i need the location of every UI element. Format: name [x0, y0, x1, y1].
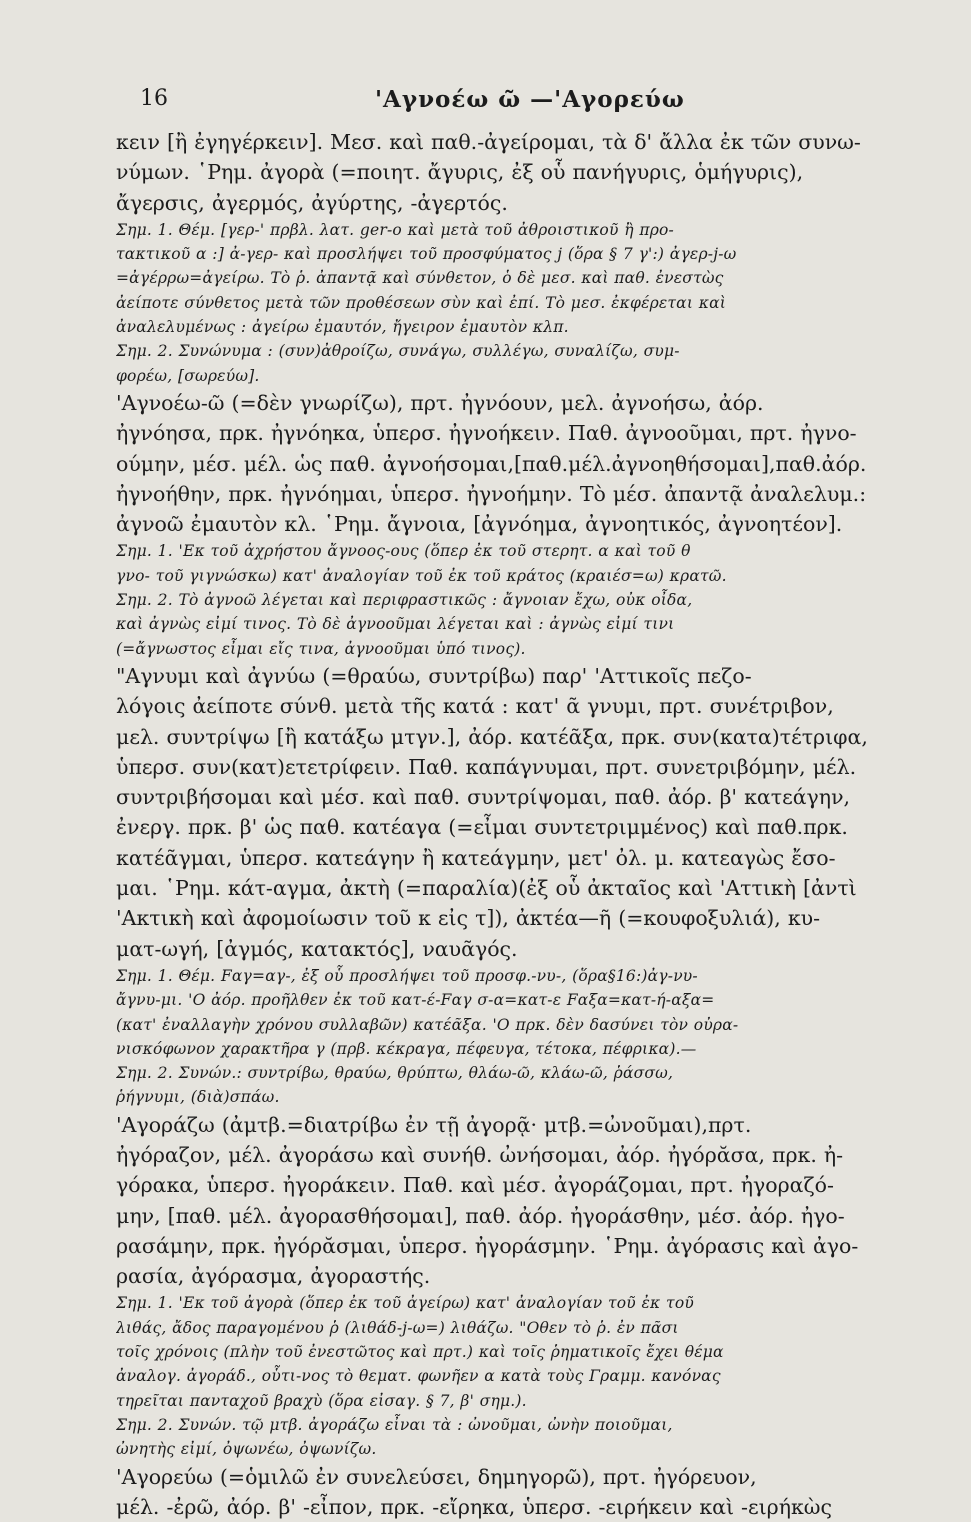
note-line: καὶ ἀγνὼς εἰμί τινος. Τὸ δὲ ἀγνοοῦμαι λέγεται καὶ : ἀγνὼς εἰμί τινι — [116, 615, 675, 634]
entry-line: 'Αγορεύω (=ὁμιλῶ ἐν συνελεύσει, δημηγορῶ), πρτ. ἠγόρευον, — [116, 1464, 757, 1489]
entry-line: "Αγνυμι καὶ ἀγνύω (=θραύω, συντρίβω) παρ' 'Αττικοῖς πεζο- — [116, 663, 752, 688]
entry-line: ἠγόραζον, μέλ. ἀγοράσω καὶ συνήθ. ὠνήσομαι, ἀόρ. ἠγόρᾰσα, πρκ. ἠ- — [116, 1142, 844, 1167]
note-line: Σημ. 1. 'Εκ τοῦ ἀχρήστου ἄγνοος-ους (ὅπερ ἐκ τοῦ στερητ. α καὶ τοῦ θ — [116, 542, 691, 561]
note-line: Σημ. 2. Συνώνυμα : (συν)ἀθροίζω, συνάγω, συλλέγω, συναλίζω, συμ- — [116, 342, 680, 361]
note-line: ῥήγνυμι, (διὰ)σπάω. — [116, 1088, 280, 1107]
note-line: Σημ. 2. Τὸ ἀγνοῶ λέγεται καὶ περιφραστικῶς : ἄγνοιαν ἔχω, οὐκ οἶδα, — [116, 591, 693, 610]
entries-text — [116, 127, 932, 1522]
entry-line: ὑπερσ. συν(κατ)ετετρίφειν. Παθ. καπάγνυμαι, πρτ. συνετριβόμην, μέλ. — [116, 754, 857, 779]
entry-line: 'Αγνοέω-ῶ (=δὲν γνωρίζω), πρτ. ἠγνόουν, μελ. ἀγνοήσω, ἀόρ. — [116, 390, 764, 415]
note-line: Σημ. 1. 'Εκ τοῦ ἀγορὰ (ὅπερ ἐκ τοῦ ἀγείρω) κατ' ἀναλογίαν τοῦ ἐκ τοῦ — [116, 1294, 694, 1313]
note-block — [116, 1291, 932, 1461]
entry-line: 'Ακτικὴ καὶ ἀφομοίωσιν τοῦ κ εἰς τ]), ἀκτέα—ῆ (=κουφοξυλιά), κυ- — [116, 906, 821, 931]
entry-line: ρασάμην, πρκ. ἠγόρᾰσμαι, ὑπερσ. ἠγοράσμην. ῾Ρημ. ἀγόρασις καὶ ἀγο- — [116, 1233, 859, 1258]
entry-block — [116, 127, 932, 218]
note-line: τακτικοῦ α :] ἀ-γερ- καὶ προσλήψει τοῦ προσφύματος j (ὅρα § 7 γ':) ἀγερ-j-ω — [116, 245, 737, 264]
entry-block — [116, 388, 932, 539]
entry-line: ρασία, ἀγόρασμα, ἀγοραστής. — [116, 1264, 431, 1289]
note-line: Σημ. 2. Συνών. τῷ μτβ. ἀγοράζω εἶναι τὰ : ὠνοῦμαι, ὠνὴν ποιοῦμαι, — [116, 1415, 673, 1434]
note-block — [116, 539, 932, 660]
entry-line: νύμων. ῾Ρημ. ἀγορὰ (=ποιητ. ἄγυρις, ἐξ οὗ πανήγυρις, ὁμήγυρις), — [116, 160, 804, 185]
entry-line: κειν [ἢ ἐγηγέρκειν]. Μεσ. καὶ παθ.-ἀγείρομαι, τὰ δ' ἄλλα ἐκ τῶν συνω- — [116, 130, 861, 154]
entry-line: γόρακα, ὑπερσ. ἠγοράκειν. Παθ. καὶ μέσ. ἀγοράζομαι, πρτ. ἠγοραζό- — [116, 1173, 834, 1198]
note-line: ἀναλογ. ἀγοράδ., οὗτι-νος τὸ θεματ. φωνῆεν α κατὰ τοὺς Γραμμ. κανόνας — [116, 1367, 721, 1386]
entry-line: μελ. συντρίψω [ἢ κατάξω μτγν.], ἀόρ. κατέᾶξα, πρκ. συν(κατα)τέτριφα, — [116, 724, 868, 749]
note-line: ἄγνυ-μι. 'Ο ἀόρ. προῆλθεν ἐκ τοῦ κατ-έ-Fαγ σ-α=κατ-ε Fαξα=κατ-ή-αξα= — [116, 991, 715, 1010]
note-line: ὠνητὴς εἰμί, ὀψωνέω, ὀψωνίζω. — [116, 1440, 377, 1459]
page-number: 16 — [140, 86, 168, 111]
entry-line: 'Αγοράζω (ἀμτβ.=διατρίβω ἐν τῇ ἀγορᾷ· μτβ.=ὠνοῦμαι),πρτ. — [116, 1112, 752, 1137]
note-block — [116, 964, 932, 1110]
note-line: Σημ. 1. Θέμ. Fαγ=αγ-, ἐξ οὗ προσλήψει τοῦ προσφ.-νυ-, (ὅρα§16:)ἀγ-νυ- — [116, 966, 698, 985]
note-line: ἀναλελυμένως : ἀγείρω ἐμαυτόν, ἤγειρον ἐμαυτὸν κλπ. — [116, 318, 569, 337]
note-line: νισκόφωνον χαρακτῆρα γ (πρβ. κέκραγα, πέφευγα, τέτοκα, πέφρικα).— — [116, 1039, 697, 1058]
page-header — [140, 86, 840, 122]
entry-line: ἐνεργ. πρκ. β' ὡς παθ. κατέαγα (=εἶμαι συντετριμμένος) καὶ παθ.πρκ. — [116, 815, 848, 840]
entry-line: συντριβήσομαι καὶ μέσ. καὶ παθ. συντρίψομαι, παθ. ἀόρ. β' κατεάγην, — [116, 785, 851, 810]
entry-line: ἄγερσις, ἀγερμός, ἀγύρτης, -ἀγερτός. — [116, 190, 508, 215]
note-line: τηρεῖται πανταχοῦ βραχὺ (ὅρα εἰσαγ. § 7, β' σημ.). — [116, 1391, 527, 1410]
note-line: λιθάς, ἄδος παραγομένου ῥ (λιθάδ-j-ω=) λιθάζω. "Οθεν τὸ ῥ. ἐν πᾶσι — [116, 1318, 679, 1337]
running-head: 'Αγνοέω ῶ —'Αγορεύω — [375, 86, 685, 113]
entry-line: ἀγνοῶ ἐμαυτὸν κλ. ῾Ρημ. ἄγνοια, [ἀγνόημα, ἀγνοητικός, ἀγνοητέον]. — [116, 512, 843, 537]
note-line: Σημ. 2. Συνών.: συντρίβω, θραύω, θρύπτω, θλάω-ῶ, κλάω-ῶ, ῥάσσω, — [116, 1064, 674, 1083]
entry-line: κατέᾶγμαι, ὑπερσ. κατεάγην ἢ κατεάγμην, μετ' ὀλ. μ. κατεαγὼς ἔσο- — [116, 845, 836, 870]
entry-line: μαι. ῾Ρημ. κάτ-αγμα, ἀκτὴ (=παραλία)(ἐξ οὗ ἀκταῖος καὶ 'Αττικὴ [ἀντὶ — [116, 876, 857, 901]
entry-line: μέλ. -ἐρῶ, ἀόρ. β' -εἶπον, πρκ. -εἴρηκα, ὑπερσ. -ειρήκειν καὶ -ειρήκὼς — [116, 1494, 832, 1519]
note-line: (κατ' ἐναλλαγὴν χρόνου συλλαβῶν) κατέᾶξα. 'Ο πρκ. δὲν δασύνει τὸν οὐρα- — [116, 1015, 739, 1034]
entry-block — [116, 661, 932, 964]
note-line: τοῖς χρόνοις (πλὴν τοῦ ἐνεστῶτος καὶ πρτ.) καὶ τοῖς ῥηματικοῖς ἔχει θέμα — [116, 1343, 724, 1362]
entry-line: λόγοις ἀείποτε σύνθ. μετὰ τῆς κατά : κατ' ᾶ γνυμι, πρτ. συνέτριβον, — [116, 694, 834, 719]
note-line: (=ἄγνωστος εἶμαι εἴς τινα, ἀγνοοῦμαι ὑπό τινος). — [116, 639, 526, 658]
note-line: =ἀγέρρω=ἀγείρω. Τὸ ῥ. ἀπαντᾷ καὶ σύνθετον, ὁ δὲ μεσ. καὶ παθ. ἐνεστὼς — [116, 269, 724, 288]
entry-line: ούμην, μέσ. μέλ. ὡς παθ. ἀγνοήσομαι,[παθ.μέλ.ἀγνοηθήσομαι],παθ.ἀόρ. — [116, 451, 867, 476]
note-line: φορέω, [σωρεύω]. — [116, 366, 260, 385]
note-line: ἀείποτε σύνθετος μετὰ τῶν προθέσεων σὺν καὶ ἐπί. Τὸ μεσ. ἐκφέρεται καὶ — [116, 293, 727, 312]
entry-block — [116, 1110, 932, 1292]
note-line: Σημ. 1. Θέμ. [γερ-' πρβλ. λατ. ger-o καὶ μετὰ τοῦ ἀθροιστικοῦ ἢ προ- — [116, 220, 674, 239]
entry-line: ἠγνόησα, πρκ. ἠγνόηκα, ὑπερσ. ἠγνοήκειν. Παθ. ἀγνοοῦμαι, πρτ. ἠγνο- — [116, 421, 857, 446]
note-line: γνο- τοῦ γιγνώσκω) κατ' ἀναλογίαν τοῦ ἐκ τοῦ κράτος (κραιέσ=ω) κρατῶ. — [116, 566, 727, 585]
entry-block — [116, 1462, 932, 1522]
entry-line: ἠγνοήθην, πρκ. ἠγνόημαι, ὑπερσ. ἠγνοήμην. Τὸ μέσ. ἀπαντᾷ ἀναλελυμ.: — [116, 481, 867, 506]
entry-line: ματ-ωγή, [ἀγμός, κατακτός], ναυᾶγός. — [116, 936, 518, 961]
note-block — [116, 218, 932, 388]
entry-line: μην, [παθ. μέλ. ἀγορασθήσομαι], παθ. ἀόρ. ἠγοράσθην, μέσ. ἀόρ. ἠγο- — [116, 1203, 845, 1228]
